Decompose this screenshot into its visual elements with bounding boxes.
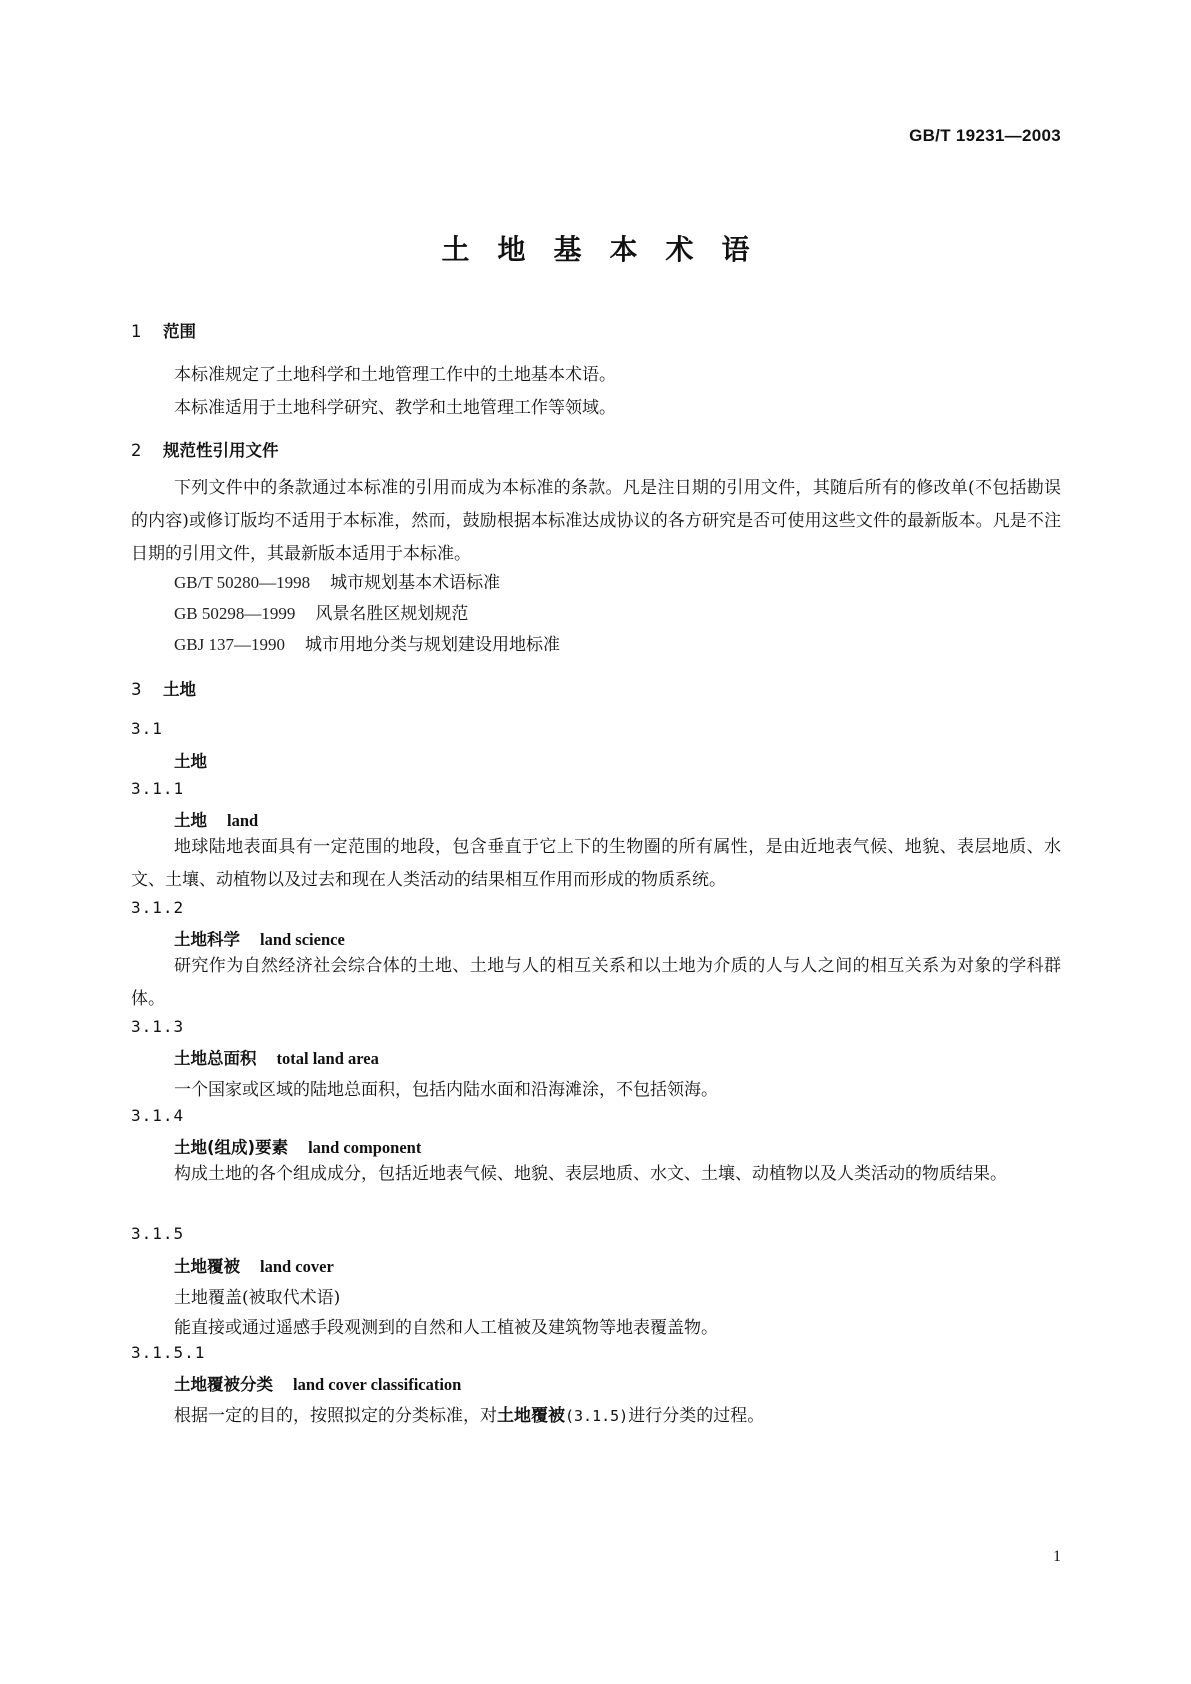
section-number: 1 <box>131 322 142 341</box>
term-zh: 土地科学 <box>174 930 240 949</box>
term-number: 3.1.2 <box>131 898 185 917</box>
term-number: 3.1.4 <box>131 1106 185 1125</box>
term-number: 3.1.3 <box>131 1017 185 1036</box>
term-number: 3.1 <box>131 719 163 738</box>
reference-code: GB/T 50280—1998 <box>174 573 311 592</box>
section-title: 土地 <box>163 680 196 699</box>
reference-item <box>174 630 560 655</box>
term-definition: 能直接或通过遥感手段观测到的自然和人工植被及建筑物等地表覆盖物。 <box>174 1318 718 1338</box>
paragraph: 本标准适用于土地科学研究、教学和土地管理工作等领域。 <box>174 398 616 418</box>
definition-text: 进行分类的过程。 <box>628 1406 765 1426</box>
term-number: 3.1.5.1 <box>131 1343 206 1362</box>
reference-code: GB 50298—1999 <box>174 604 296 623</box>
section-number: 2 <box>131 441 142 460</box>
term-deprecated-synonym: 土地覆盖(被取代术语) <box>174 1288 341 1308</box>
section-heading-2 <box>131 437 279 461</box>
section-title: 范围 <box>163 322 196 341</box>
reference-title: 城市规划基本术语标准 <box>330 573 501 593</box>
term-zh: 土地覆被 <box>174 1257 240 1276</box>
term-definition: 地球陆地表面具有一定范围的地段，包含垂直于它上下的生物圈的所有属性，是由近地表气候、地貌、表层地质、水文、土壤、动植物以及过去和现在人类活动的结果相互作用而形成的物质系统。 <box>131 837 1061 890</box>
term-heading <box>174 807 258 831</box>
paragraph: 下列文件中的条款通过本标准的引用而成为本标准的条款。凡是注日期的引用文件，其随后所有的修改单(不包括勘误的内容)或修订版均不适用于本标准，然而，鼓励根据本标准达成协议的各方研究是否可使用这些文件的最新版本。凡是不注日期的引用文件，其最新版本适用于本标准。 <box>131 478 1061 564</box>
definition-text: 根据一定的目的，按照拟定的分类标准，对 <box>174 1406 497 1426</box>
term-zh: 土地覆被分类 <box>174 1375 273 1394</box>
term-en: land <box>227 811 259 830</box>
term-definition: 一个国家或区域的陆地总面积，包括内陆水面和沿海滩涂，不包括领海。 <box>174 1080 718 1100</box>
document-title: 土地基本术语 <box>441 233 778 266</box>
reference-title: 风景名胜区规划规范 <box>315 604 469 624</box>
standard-code: GB/T 19231—2003 <box>909 126 1061 145</box>
term-en: land cover classification <box>293 1375 462 1394</box>
term-heading <box>174 1134 421 1158</box>
term-en: land cover <box>260 1257 334 1276</box>
term-heading <box>174 1045 379 1069</box>
section-heading-3 <box>131 676 196 700</box>
term-heading <box>174 1253 334 1277</box>
term-definition: 研究作为自然经济社会综合体的土地、土地与人的相互关系和以土地为介质的人与人之间的相互关系为对象的学科群体。 <box>131 956 1061 1009</box>
reference-item <box>174 568 500 593</box>
page-number: 1 <box>1053 1548 1061 1565</box>
term-number: 3.1.1 <box>131 779 185 798</box>
term-zh: 土地 <box>174 811 207 830</box>
reference-item <box>174 599 468 624</box>
term-definition <box>174 1401 764 1426</box>
term-zh: 土地总面积 <box>174 1049 257 1068</box>
paragraph: 本标准规定了土地科学和土地管理工作中的土地基本术语。 <box>174 365 616 385</box>
term-definition: 构成土地的各个组成成分，包括近地表气候、地貌、表层地质、水文、土壤、动植物以及人类活动的物质结果。 <box>174 1164 1007 1184</box>
reference-code: GBJ 137—1990 <box>174 635 285 654</box>
cross-reference-term: 土地覆被 <box>497 1406 565 1426</box>
term-heading <box>174 926 345 950</box>
term-zh: 土地(组成)要素 <box>174 1138 289 1157</box>
term-en: total land area <box>276 1049 379 1068</box>
reference-title: 城市用地分类与规划建设用地标准 <box>304 635 560 655</box>
term-heading <box>174 1371 461 1395</box>
section-heading-1 <box>131 318 196 342</box>
term-en: land science <box>260 930 345 949</box>
term-zh: 土地 <box>174 752 207 771</box>
term-heading <box>174 748 207 772</box>
term-en: land component <box>308 1138 422 1157</box>
term-number: 3.1.5 <box>131 1224 185 1243</box>
cross-reference-number: (3.1.5) <box>565 1407 629 1425</box>
section-number: 3 <box>131 680 142 699</box>
section-title: 规范性引用文件 <box>163 441 279 460</box>
